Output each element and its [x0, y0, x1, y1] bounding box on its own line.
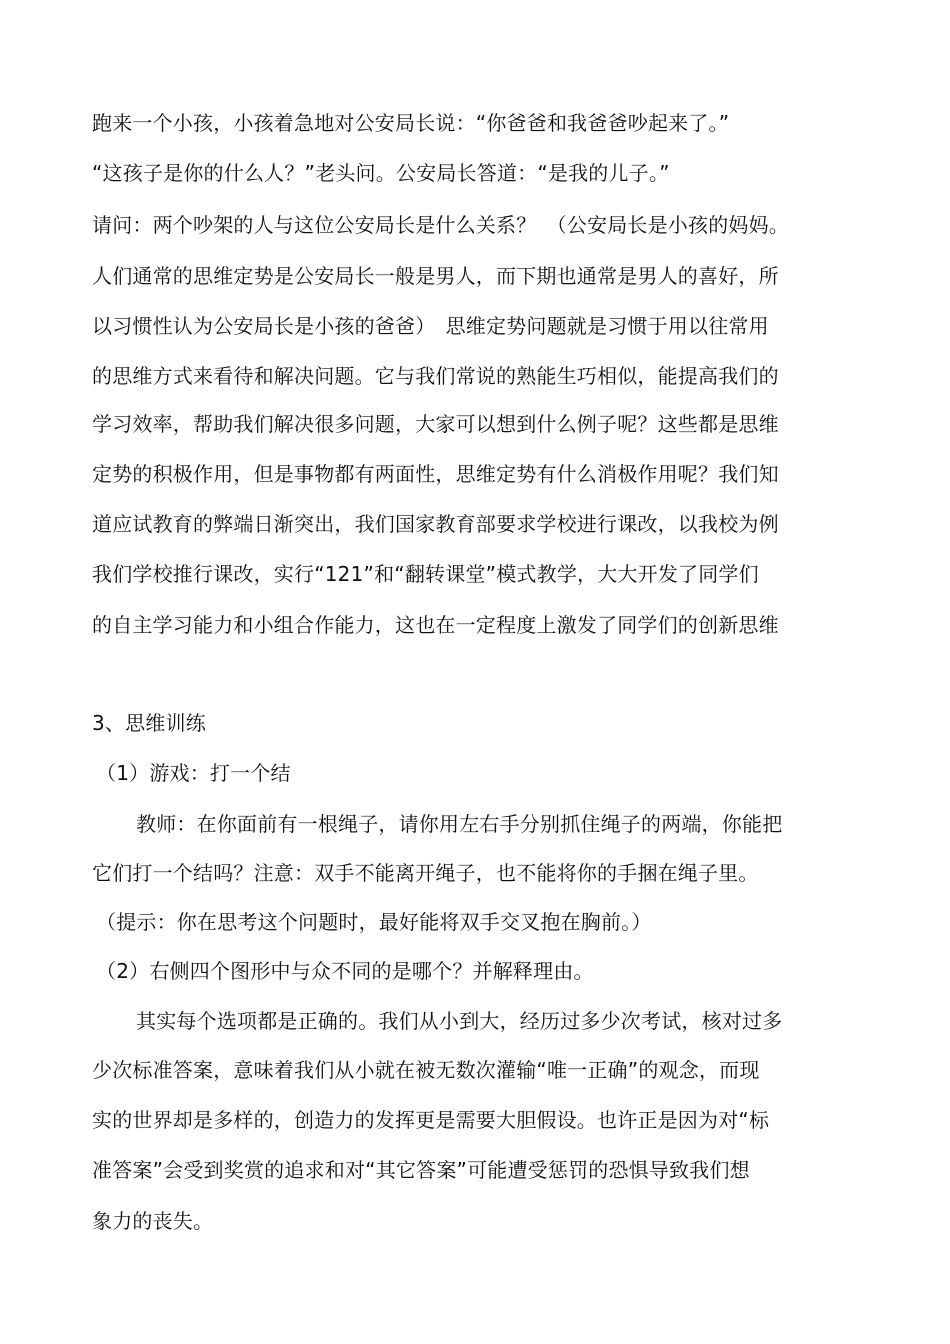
- item2-body-line-1: 其实每个选项都是正确的。我们从小到大，经历过多少次考试，核对过多: [136, 1009, 783, 1033]
- story-line-11: 的自主学习能力和小组合作能力，这也在一定程度上激发了同学们的创新思维: [92, 613, 779, 637]
- item2-body-line-3: 实的世界却是多样的，创造力的发挥更是需要大胆假设。也许正是因为对“标: [92, 1108, 770, 1132]
- story-line-1: 跑来一个小孩，小孩着急地对公安局长说：“你爸爸和我爸爸吵起来了。”: [92, 111, 730, 135]
- story-line-6: 的思维方式来看待和解决问题。它与我们常说的熟能生巧相似，能提高我们的: [92, 364, 779, 388]
- story-line-8: 定势的积极作用，但是事物都有两面性，思维定势有什么消极作用呢？我们知: [92, 462, 779, 486]
- story-line-10: 我们学校推行课改，实行“121”和“翻转课堂”模式教学，大大开发了同学们: [92, 562, 759, 586]
- section-heading: 3、思维训练: [92, 711, 206, 735]
- item1-body-line-2: 它们打一个结吗？注意：双手不能离开绳子，也不能将你的手捆在绳子里。: [92, 861, 759, 885]
- story-line-3: 请问：两个吵架的人与这位公安局长是什么关系？ （公安局长是小孩的妈妈。: [92, 213, 789, 237]
- item2-body-line-2: 少次标准答案，意味着我们从小就在被无数次灌输“唯一正确”的观念，而现: [92, 1058, 760, 1082]
- story-line-5: 以习惯性认为公安局长是小孩的爸爸） 思维定势问题就是习惯于用以往常用: [92, 314, 769, 338]
- story-line-9: 道应试教育的弊端日渐突出，我们国家教育部要求学校进行课改，以我校为例: [92, 512, 779, 536]
- story-line-4: 人们通常的思维定势是公安局长一般是男人，而下期也通常是男人的喜好，所: [92, 264, 779, 288]
- item2-body-line-5: 象力的丧失。: [92, 1209, 214, 1233]
- story-line-7: 学习效率，帮助我们解决很多问题，大家可以想到什么例子呢？这些都是思维: [92, 412, 779, 436]
- item2-heading: （2）右侧四个图形中与众不同的是哪个？并解释理由。: [96, 959, 594, 983]
- item2-body-line-4: 准答案”会受到奖赏的追求和对“其它答案”可能遭受惩罚的恐惧导致我们想: [92, 1158, 750, 1182]
- item1-heading: （1）游戏：打一个结: [96, 761, 291, 785]
- story-line-2: “这孩子是你的什么人？”老头问。公安局长答道：“是我的儿子。”: [92, 161, 670, 185]
- item1-body-line-3: （提示：你在思考这个问题时，最好能将双手交叉抱在胸前。）: [96, 910, 652, 934]
- item1-body-line-1: 教师：在你面前有一根绳子，请你用左右手分别抓住绳子的两端，你能把: [136, 812, 783, 836]
